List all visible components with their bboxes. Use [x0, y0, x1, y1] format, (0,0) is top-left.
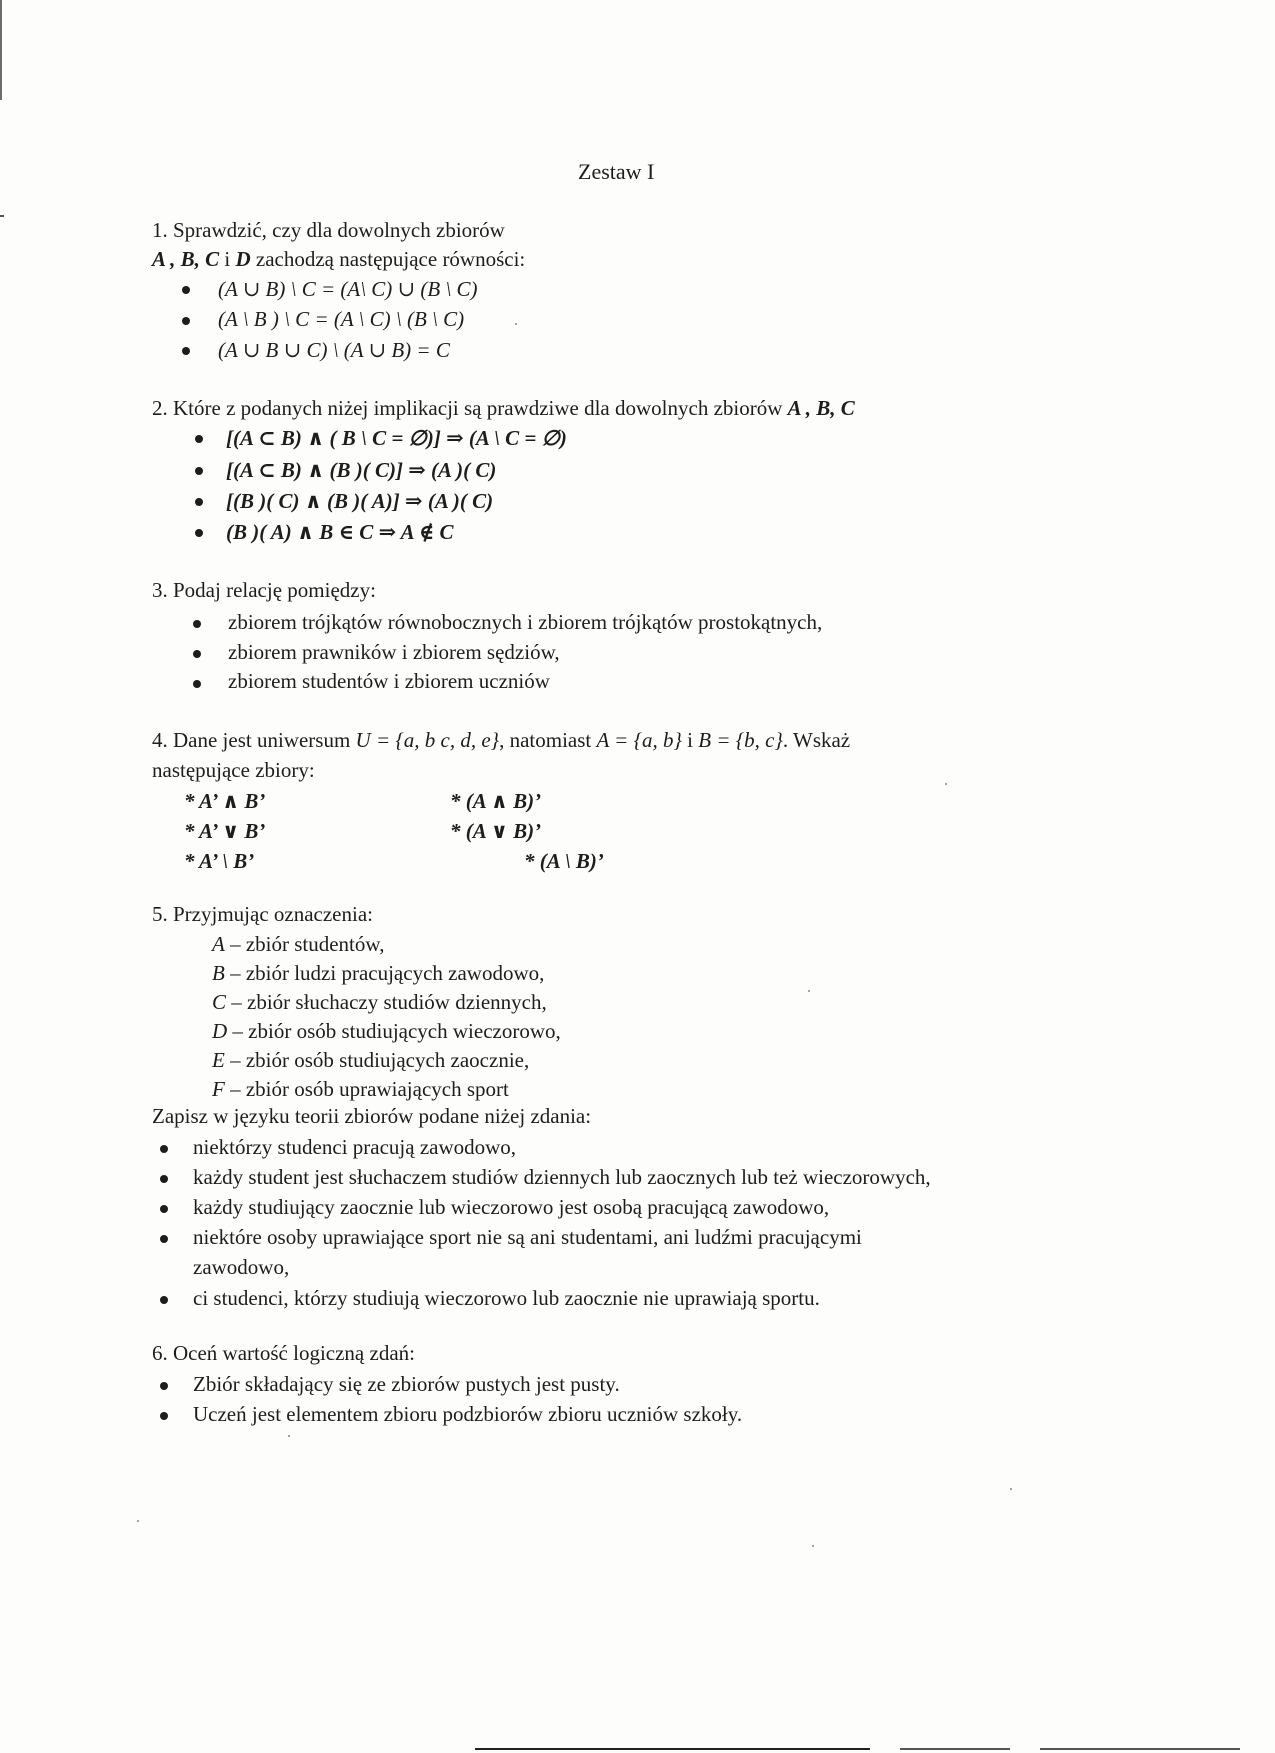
q4-text-4: . Wskaż	[782, 728, 851, 752]
q5-def-text: – zbiór słuchaczy studiów dziennych,	[226, 990, 547, 1014]
scan-speck	[812, 1545, 814, 1547]
q4-set-b: B = {b, c}	[698, 728, 783, 752]
q5-def-symbol: A	[212, 932, 225, 956]
q4-left-2: * A’ ∨ B’	[184, 819, 266, 843]
scan-edge-mark	[0, 0, 2, 100]
q6-item-1: Zbiór składający się ze zbiorów pustych jest pusty.	[193, 1372, 620, 1396]
q2-item-4: (B )( A) ∧ B ∈ C ⇒ A ∉ C	[226, 520, 454, 544]
q2-item-2: [(A ⊂ B) ∧ (B )( C)] ⇒ (A )( C)	[226, 458, 497, 482]
q5-def-text: – zbiór osób studiujących zaocznie,	[224, 1048, 530, 1072]
bullet-icon	[193, 620, 201, 628]
q4-text-3: i	[681, 728, 699, 752]
q2-intro-text: 2. Które z podanych niżej implikacji są prawdziwe dla dowolnych zbiorów	[152, 396, 783, 420]
bullet-icon	[160, 1175, 168, 1183]
bullet-icon	[160, 1205, 168, 1213]
q5-def-symbol: F	[212, 1077, 225, 1101]
page-title: Zestaw I	[578, 159, 655, 184]
bottom-scan-line	[1040, 1748, 1240, 1750]
bullet-icon	[160, 1412, 168, 1420]
q2-sets: A , B, C	[787, 396, 855, 420]
bullet-icon	[160, 1382, 168, 1390]
q4-right-2: * (A ∨ B)’	[450, 819, 542, 843]
q6-item-2: Uczeń jest elementem zbioru podzbiorów zbioru uczniów szkoły.	[193, 1402, 743, 1426]
q5-item-5: ci studenci, którzy studiują wieczorowo lub zaocznie nie uprawiają sportu.	[193, 1286, 820, 1310]
q1-item-1: (A ∪ B) \ C = (A\ C) ∪ (B \ C)	[218, 277, 478, 301]
q4-text-1: 4. Dane jest uniwersum	[152, 728, 356, 752]
q2-item-1: [(A ⊂ B) ∧ ( B \ C = ∅)] ⇒ (A \ C = ∅)	[226, 426, 567, 450]
q4-intro-line2: następujące zbiory:	[152, 758, 315, 782]
q2-item-3: [(B )( C) ∧ (B )( A)] ⇒ (A )( C)	[226, 489, 494, 513]
scan-speck	[808, 990, 810, 992]
scan-tick-mark	[0, 215, 4, 217]
q5-def-symbol: C	[212, 990, 227, 1014]
q5-item-3: każdy studiujący zaocznie lub wieczorowo jest osobą pracującą zawodowo,	[193, 1195, 830, 1219]
bottom-scan-line	[900, 1748, 1010, 1750]
scan-speck	[1010, 1488, 1012, 1490]
q5-def-f	[212, 1079, 509, 1100]
q5-def-c	[212, 992, 547, 1013]
q4-right-3: * (A \ B)’	[524, 849, 604, 873]
q5-def-d	[212, 1021, 561, 1042]
scan-speck	[945, 783, 947, 785]
scan-speck	[515, 323, 517, 325]
q4-universe: U = {a, b c, d, e}	[355, 728, 500, 752]
q4-set-a: A = {a, b}	[596, 728, 682, 752]
bullet-icon	[160, 1145, 168, 1153]
q5-item-2: każdy student jest słuchaczem studiów dziennych lub zaocznych lub też wieczorowych,	[193, 1165, 931, 1189]
bullet-icon	[182, 347, 190, 355]
q5-def-text: – zbiór osób uprawiających sport	[224, 1077, 509, 1101]
q5-def-a	[212, 934, 384, 955]
bullet-icon	[182, 317, 190, 325]
q5-def-b	[212, 963, 544, 984]
bottom-scan-line	[475, 1748, 870, 1750]
q6-intro: 6. Oceń wartość logiczną zdań:	[152, 1341, 415, 1365]
q1-intro: 1. Sprawdzić, czy dla dowolnych zbiorów	[152, 218, 505, 242]
bullet-icon	[193, 650, 201, 658]
q4-left-1: * A’ ∧ B’	[184, 789, 266, 813]
q4-text-2: , natomiast	[499, 728, 597, 752]
q3-item-2: zbiorem prawników i zbiorem sędziów,	[228, 640, 560, 664]
q1-and: i	[219, 247, 236, 271]
bullet-icon	[195, 435, 203, 443]
q5-def-e	[212, 1050, 529, 1071]
q1-set-d: D	[235, 247, 251, 271]
q4-right-1: * (A ∧ B)’	[450, 789, 542, 813]
q5-task: Zapisz w języku teorii zbiorów podane niżej zdania:	[152, 1104, 592, 1128]
scan-speck	[288, 1435, 290, 1437]
q5-def-symbol: E	[212, 1048, 225, 1072]
q3-item-3: zbiorem studentów i zbiorem uczniów	[228, 669, 550, 693]
q5-def-symbol: D	[212, 1019, 228, 1043]
bullet-icon	[195, 467, 203, 475]
q5-item-1: niektórzy studenci pracują zawodowo,	[193, 1135, 517, 1159]
bullet-icon	[160, 1235, 168, 1243]
q3-item-1: zbiorem trójkątów równobocznych i zbiorem trójkątów prostokątnych,	[228, 610, 823, 634]
q1-item-3: (A ∪ B ∪ C) \ (A ∪ B) = C	[218, 338, 450, 362]
bullet-icon	[195, 529, 203, 537]
bullet-icon	[182, 286, 190, 294]
q5-item-4-continued: zawodowo,	[193, 1255, 290, 1279]
q3-intro: 3. Podaj relację pomiędzy:	[152, 578, 376, 602]
q2-intro	[152, 398, 855, 419]
q5-intro: 5. Przyjmując oznaczenia:	[152, 902, 373, 926]
q1-sets: A , B, C	[152, 247, 220, 271]
q5-def-text: – zbiór osób studiujących wieczorowo,	[227, 1019, 561, 1043]
q5-def-text: – zbiór studentów,	[224, 932, 385, 956]
q4-left-3: * A’ \ B’	[184, 849, 255, 873]
scan-speck	[137, 1520, 139, 1522]
q4-intro	[152, 730, 850, 751]
q1-item-2: (A \ B ) \ C = (A \ C) \ (B \ C)	[218, 307, 465, 331]
q5-def-text: – zbiór ludzi pracujących zawodowo,	[224, 961, 545, 985]
q1-intro-line2	[152, 249, 525, 270]
bullet-icon	[193, 680, 201, 688]
q1-intro-rest: zachodzą następujące równości:	[250, 247, 526, 271]
bullet-icon	[195, 498, 203, 506]
q5-item-4: niektóre osoby uprawiające sport nie są ani studentami, ani ludźmi pracującymi	[193, 1225, 862, 1249]
q5-def-symbol: B	[212, 961, 225, 985]
bullet-icon	[160, 1296, 168, 1304]
